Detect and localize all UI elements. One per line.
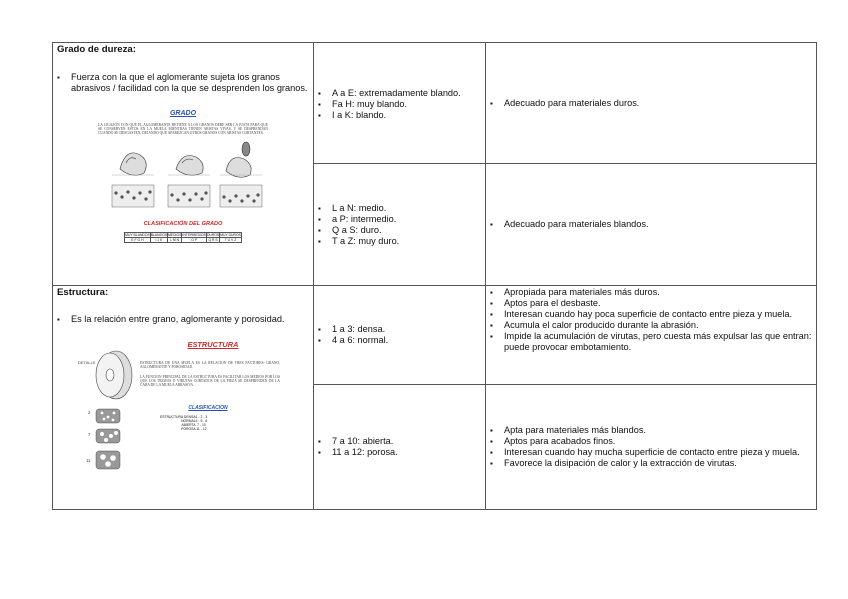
class-value: T U V Z — [220, 237, 242, 242]
grade-use-cell-2 — [486, 164, 817, 286]
section-title-structure: Estructura: — [57, 287, 109, 298]
list-item: ▪ 1 a 3: densa. — [314, 324, 485, 335]
grade-left-cell — [53, 43, 314, 286]
structure-classification-title: CLASIFICACION — [188, 405, 228, 411]
grade-classification-title: CLASIFICACIÓN DEL GRADO — [143, 220, 223, 227]
sample-label: 2 — [88, 410, 91, 415]
grade-range-cell-2 — [314, 164, 486, 286]
grade-description: ▪ Fuerza con la que el aglomerante sujeta los granos abrasivos / facilidad con la que se desprenden los granos. — [53, 72, 313, 94]
class-range: 7 - 10 — [197, 423, 206, 427]
structure-range-cell-2 — [314, 385, 486, 510]
grade-bond-illustrations — [98, 181, 268, 211]
list-item: ▪ Interesan cuando hay poca superficie de contacto entre pieza y muela. — [486, 309, 816, 320]
structure-use-list-2 — [486, 425, 816, 469]
class-header: DUROS — [206, 232, 220, 237]
bond-sample-1 — [112, 185, 154, 207]
class-name: ABIERTA — [181, 423, 196, 427]
class-range: 4 - 5 - 6 — [195, 419, 208, 423]
class-header: INTERMEDIOS — [182, 232, 206, 237]
list-item: ▪ a P: intermedio. — [314, 214, 485, 225]
structure-figure-title: ESTRUCTURA — [187, 340, 239, 349]
grade-range-list-1 — [314, 86, 485, 121]
grade-figure-text: LA LIGAZÓN CON QUE EL AGLOMERANTE RETIENE A LOS GRANOS DEBE SER LA JUSTA PARA QUE SE CONSERVEN ESTOS EN LA MUELA MIENTRAS TIENEN ARISTAS VIVAS, Y SE DESPRENDAN CUANDO SE DESGASTEN, DEJANDO QUE APAREZCAN OTROS GRANOS CON ARISTAS CORTANTES. — [98, 123, 268, 136]
structure-left-cell — [53, 286, 314, 510]
grade-use-cell-1 — [486, 43, 817, 164]
class-header: MUY DUROS — [220, 232, 241, 237]
structure-range-list-1 — [314, 324, 485, 346]
detail-label: DETALLE — [78, 360, 96, 365]
class-header: MUY BLANDOS — [125, 232, 150, 237]
list-item: ▪ Acumula el calor producido durante la abrasión. — [486, 320, 816, 331]
grinding-wheel-illustration — [78, 339, 138, 489]
list-item: ▪ I a K: blando. — [314, 110, 485, 121]
grade-description-list — [53, 72, 313, 94]
list-item: ▪ 7 a 10: abierta. — [314, 436, 485, 447]
list-item: ▪ Aptos para acabados finos. — [486, 436, 816, 447]
list-item: ▪ Q a S: duro. — [314, 225, 485, 236]
grade-grain-illustrations — [98, 139, 268, 181]
structure-classification-list — [160, 415, 207, 431]
class-value: E F G H — [125, 237, 151, 242]
properties-table — [52, 42, 817, 510]
class-header: MEDIOS — [167, 232, 182, 237]
grade-use-list-2 — [486, 219, 816, 230]
list-item: ▪ Impide la acumulación de virutas, pero cuesta más expulsar las que entran: puede provocar embotamiento. — [486, 331, 816, 353]
class-name: NORMAL — [181, 419, 196, 423]
list-item: ▪ Adecuado para materiales duros. — [486, 98, 816, 109]
list-item: ▪ Fa H: muy blando. — [314, 99, 485, 110]
structure-description-list — [53, 314, 313, 325]
bond-sample-2 — [168, 185, 210, 207]
class-range: 11 - 12 — [196, 427, 207, 431]
structure-use-cell-1 — [486, 286, 817, 385]
grade-range-cell-1 — [314, 43, 486, 164]
list-item: ▪ L a N: medio. — [314, 203, 485, 214]
grade-figure-title: GRADO — [169, 110, 197, 117]
sample-label: 7 — [88, 432, 91, 437]
grain-cluster-3 — [226, 157, 251, 177]
section-title-grade: Grado de dureza: — [57, 44, 136, 55]
structure-use-cell-2 — [486, 385, 817, 510]
structure-figure-text2: LA FUNCION PRINCIPAL DE LA ESTRUCTURA ES FACILITAR LOS MEDIOS POR LOS QUE LOS TROZOS O VIRUTAS CORTADOS DE LA PIEZA SE DESPRENDEN DE LA CARA DE LA MUELA ABRASIVA. — [140, 375, 280, 388]
list-item: ▪ Interesan cuando hay mucha superficie de contacto entre pieza y muela. — [486, 447, 816, 458]
structure-figure — [78, 339, 288, 489]
class-value: Q R S — [206, 237, 219, 242]
table-row — [53, 43, 817, 164]
structure-use-list-1 — [486, 286, 816, 353]
grade-range-list-2 — [314, 203, 485, 247]
list-item: ▪ 11 a 12: porosa. — [314, 447, 485, 458]
list-item: ▪ Apropiada para materiales más duros. — [486, 287, 816, 298]
table-row — [53, 286, 817, 385]
structure-figure-text1: ESTRUCTURA DE UNA MUELA ES LA RELACION DE TRES FACTORES: GRANO, AGLOMERANTE Y POROSIDAD. — [140, 361, 280, 370]
wheel-hole — [106, 369, 114, 381]
list-item: ▪ A a E: extremadamente blando. — [314, 88, 485, 99]
grade-classification-table — [124, 232, 242, 243]
grain-cluster-1 — [120, 152, 146, 174]
list-item: ▪ T a Z: muy duro. — [314, 236, 485, 247]
list-item: ▪ Favorece la disipación de calor y la extracción de virutas. — [486, 458, 816, 469]
bond-sample-3 — [220, 185, 262, 207]
list-item: ▪ Adecuado para materiales blandos. — [486, 219, 816, 230]
class-name: ESTRUCTURA DENSA — [160, 415, 196, 419]
structure-range-cell-1 — [314, 286, 486, 385]
class-range: 1 - 2 - 3 — [195, 415, 208, 419]
loose-grain — [242, 142, 250, 156]
grain-cluster-2 — [176, 155, 203, 175]
list-item: ▪ 4 a 6: normal. — [314, 335, 485, 346]
sample-label: 11 — [86, 458, 91, 463]
class-header: BLANDOS — [150, 232, 167, 237]
class-name: POROSA — [181, 427, 196, 431]
list-item: ▪ Apta para materiales más blandos. — [486, 425, 816, 436]
structure-range-list-2 — [314, 436, 485, 458]
grade-figure — [98, 108, 268, 243]
list-item: ▪ Aptos para el desbaste. — [486, 298, 816, 309]
class-value: L M N — [167, 237, 181, 242]
class-value: O P — [182, 237, 207, 242]
structure-description: ▪ Es la relación entre grano, aglomerante y porosidad. — [53, 314, 313, 325]
grade-use-list-1 — [486, 98, 816, 109]
class-value: I J K — [150, 237, 167, 242]
